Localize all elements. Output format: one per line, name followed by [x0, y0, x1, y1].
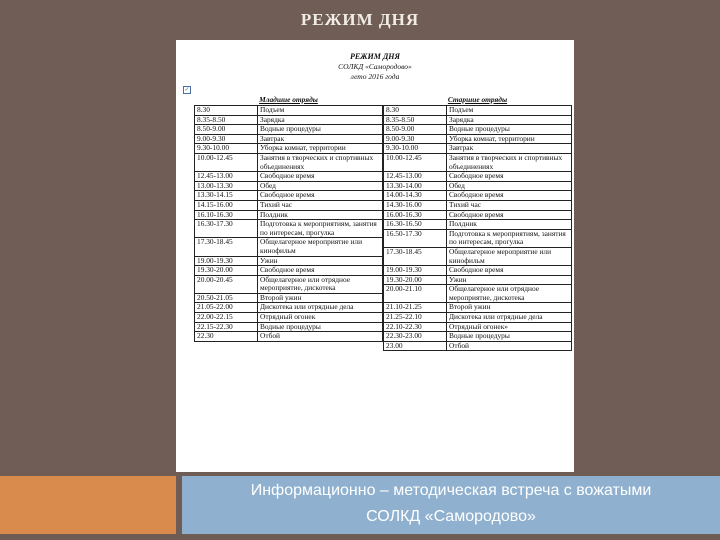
schedule-time: 9.30-10.00 — [384, 144, 447, 154]
schedule-row — [195, 303, 383, 313]
schedule-row — [384, 106, 572, 116]
schedule-activity: Свободное время — [258, 191, 383, 201]
schedule-row — [195, 266, 383, 276]
schedule-row — [195, 191, 383, 201]
schedule-activity: Свободное время — [258, 266, 383, 276]
schedule-activity: Свободное время — [447, 266, 572, 276]
schedule-time: 16.30-17.30 — [195, 220, 258, 238]
schedule-row — [384, 153, 572, 171]
schedule-row — [384, 144, 572, 154]
schedule-time: 13.30-14.15 — [195, 191, 258, 201]
schedule-activity: Второй ужин — [258, 293, 383, 303]
schedule-document — [176, 40, 574, 472]
schedule-activity: Свободное время — [447, 172, 572, 182]
schedule-activity: Водные процедуры — [447, 332, 572, 342]
schedule-time: 12.45-13.00 — [195, 172, 258, 182]
schedule-activity: Подготовка к мероприятиям, занятия по интересам, прогулка — [258, 220, 383, 238]
senior-schedule-table — [383, 94, 572, 351]
schedule-time: 13.00-13.30 — [195, 181, 258, 191]
schedule-time: 19.30-20.00 — [384, 275, 447, 285]
schedule-row — [384, 322, 572, 332]
schedule-time: 17.30-18.45 — [195, 238, 258, 256]
schedule-row — [384, 285, 572, 303]
schedule-time: 8.35-8.50 — [195, 115, 258, 125]
schedule-row — [195, 220, 383, 238]
document-title: РЕЖИМ ДНЯ — [349, 52, 401, 61]
schedule-time: 20.00-20.45 — [195, 275, 258, 293]
schedule-activity: Водные процедуры — [258, 322, 383, 332]
schedule-row — [195, 332, 383, 342]
schedule-row — [195, 210, 383, 220]
schedule-time: 8.50-9.00 — [384, 125, 447, 135]
schedule-row — [384, 220, 572, 230]
schedule-activity: Зарядка — [447, 115, 572, 125]
schedule-time: 22.30-23.00 — [384, 332, 447, 342]
schedule-activity: Общелагерное мероприятие или кинофильм — [447, 247, 572, 265]
schedule-activity: Ужин — [447, 275, 572, 285]
schedule-row — [195, 293, 383, 303]
schedule-row — [384, 200, 572, 210]
footer-line-2: СОЛКД «Самородово» — [366, 508, 536, 525]
schedule-activity: Отбой — [258, 332, 383, 342]
schedule-row — [195, 256, 383, 266]
document-org: СОЛКД «Самородово» — [338, 62, 412, 71]
schedule-activity: Тихий час — [447, 200, 572, 210]
schedule-row — [195, 181, 383, 191]
schedule-time: 22.30 — [195, 332, 258, 342]
junior-header: Младшие отряды — [195, 94, 383, 106]
schedule-time: 8.30 — [195, 106, 258, 116]
schedule-time: 8.30 — [384, 106, 447, 116]
schedule-time: 22.15-22.30 — [195, 322, 258, 332]
schedule-row — [384, 191, 572, 201]
schedule-time: 21.05-22.00 — [195, 303, 258, 313]
footer-line-1: Информационно – методическая встреча с вожатыми — [250, 482, 652, 499]
schedule-row — [195, 106, 383, 116]
schedule-activity: Обед — [258, 181, 383, 191]
schedule-activity: Полдник — [447, 220, 572, 230]
schedule-time: 10.00-12.45 — [384, 153, 447, 171]
schedule-activity: Дискотека или отрядные дела — [258, 303, 383, 313]
schedule-activity: Обед — [447, 181, 572, 191]
schedule-time: 19.00-19.30 — [384, 266, 447, 276]
schedule-row — [195, 115, 383, 125]
schedule-activity: Полдник — [258, 210, 383, 220]
schedule-activity: Общелагерное или отрядное мероприятие, дискотека — [258, 275, 383, 293]
schedule-row — [195, 134, 383, 144]
schedule-row — [384, 172, 572, 182]
schedule-row — [384, 181, 572, 191]
schedule-row — [384, 303, 572, 313]
schedule-activity: Отрядный огонек» — [447, 322, 572, 332]
schedule-activity: Тихий час — [258, 200, 383, 210]
schedule-time: 19.30-20.00 — [195, 266, 258, 276]
schedule-time: 22.10-22.30 — [384, 322, 447, 332]
schedule-activity: Водные процедуры — [258, 125, 383, 135]
schedule-activity: Свободное время — [447, 191, 572, 201]
schedule-activity: Общелагерное мероприятие или кинофильм — [258, 238, 383, 256]
schedule-activity: Ужин — [258, 256, 383, 266]
footer-accent — [0, 476, 176, 534]
schedule-row — [195, 144, 383, 154]
schedule-time: 8.35-8.50 — [384, 115, 447, 125]
schedule-row — [195, 322, 383, 332]
junior-schedule-table — [194, 94, 383, 342]
schedule-row — [195, 125, 383, 135]
schedule-time: 20.50-21.05 — [195, 293, 258, 303]
schedule-activity: Занятия в творческих и спортивных объединениях — [258, 153, 383, 171]
schedule-time: 8.50-9.00 — [195, 125, 258, 135]
left-frame — [0, 40, 176, 472]
schedule-row — [384, 134, 572, 144]
schedule-activity: Занятия в творческих и спортивных объединениях — [447, 153, 572, 171]
schedule-time: 14.00-14.30 — [384, 191, 447, 201]
schedule-activity: Подъем — [447, 106, 572, 116]
schedule-row — [384, 341, 572, 351]
schedule-activity: Второй ужин — [447, 303, 572, 313]
schedule-time: 9.00-9.30 — [195, 134, 258, 144]
schedule-row — [384, 115, 572, 125]
schedule-time: 16.50-17.30 — [384, 229, 447, 247]
schedule-time: 17.30-18.45 — [384, 247, 447, 265]
schedule-time: 21.25-22.10 — [384, 313, 447, 323]
schedule-time: 23.00 — [384, 341, 447, 351]
schedule-time: 9.30-10.00 — [195, 144, 258, 154]
schedule-time: 14.30-16.00 — [384, 200, 447, 210]
schedule-row — [384, 229, 572, 247]
schedule-row — [384, 247, 572, 265]
schedule-activity: Завтрак — [258, 134, 383, 144]
schedule-activity: Отбой — [447, 341, 572, 351]
schedule-row — [384, 313, 572, 323]
schedule-time: 16.00-16.30 — [384, 210, 447, 220]
schedule-time: 12.45-13.00 — [384, 172, 447, 182]
document-season: лето 2016 года — [350, 72, 400, 81]
schedule-activity: Свободное время — [447, 210, 572, 220]
schedule-time: 21.10-21.25 — [384, 303, 447, 313]
schedule-activity: Водные процедуры — [447, 125, 572, 135]
schedule-time: 10.00-12.45 — [195, 153, 258, 171]
schedule-activity: Уборка комнат, территории — [258, 144, 383, 154]
schedule-row — [384, 266, 572, 276]
schedule-row — [384, 275, 572, 285]
checkbox-icon: ✓ — [184, 87, 190, 93]
slide-title: РЕЖИМ ДНЯ — [300, 10, 420, 29]
schedule-activity: Уборка комнат, территории — [447, 134, 572, 144]
senior-header: Старшие отряды — [384, 94, 572, 106]
schedule-time: 22.00-22.15 — [195, 313, 258, 323]
schedule-row — [384, 332, 572, 342]
schedule-row — [195, 238, 383, 256]
schedule-time: 16.30-16.50 — [384, 220, 447, 230]
schedule-time: 16.10-16.30 — [195, 210, 258, 220]
schedule-activity: Общелагерное или отрядное мероприятие, дискотека — [447, 285, 572, 303]
schedule-time: 20.00-21.10 — [384, 285, 447, 303]
schedule-row — [195, 313, 383, 323]
schedule-activity: Подготовка к мероприятиям, занятия по интересам, прогулка — [447, 229, 572, 247]
schedule-row — [195, 200, 383, 210]
schedule-time: 14.15-16.00 — [195, 200, 258, 210]
schedule-row — [384, 210, 572, 220]
schedule-activity: Подъем — [258, 106, 383, 116]
schedule-row — [195, 153, 383, 171]
schedule-time: 9.00-9.30 — [384, 134, 447, 144]
schedule-activity: Свободное время — [258, 172, 383, 182]
schedule-activity: Завтрак — [447, 144, 572, 154]
right-frame — [574, 40, 720, 472]
schedule-row — [195, 172, 383, 182]
schedule-activity: Отрядный огонек — [258, 313, 383, 323]
schedule-row — [384, 125, 572, 135]
footer — [182, 476, 720, 534]
schedule-time: 13.30-14.00 — [384, 181, 447, 191]
schedule-row — [195, 275, 383, 293]
schedule-activity: Зарядка — [258, 115, 383, 125]
schedule-activity: Дискотека или отрядные дела — [447, 313, 572, 323]
schedule-time: 19.00-19.30 — [195, 256, 258, 266]
